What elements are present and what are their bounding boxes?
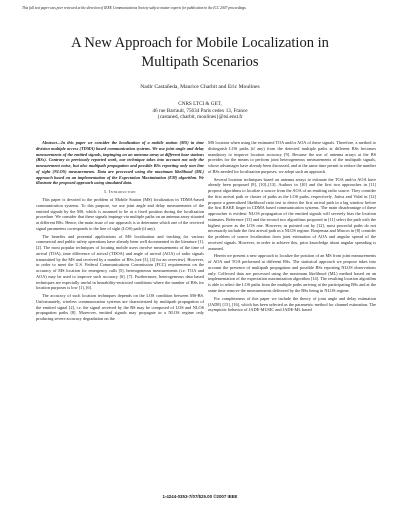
left-column bbox=[36, 140, 204, 324]
peer-review-note: This full text paper was peer reviewed at the direction of IEEE Communications Society subject matter experts for publication in the ICC 2007 proceedings. bbox=[22, 6, 247, 10]
title-line-2: Multipath Scenarios bbox=[141, 54, 259, 70]
affiliation-line-2: 46 rue Barrault, 75634 Paris cedex 13, France bbox=[152, 107, 248, 114]
paper-title bbox=[20, 34, 380, 72]
affiliation-line-1: CNRS LTCI & GET, bbox=[178, 101, 222, 107]
affiliation-line-3: {castaned, charbit, moulines}@tsi.enst.fr bbox=[157, 114, 243, 121]
abstract-lead: Abstract bbox=[42, 140, 57, 145]
right-column bbox=[208, 140, 376, 315]
title-line-1: A New Approach for Mobile Localization in bbox=[71, 35, 329, 51]
abstract-text: —In this paper we consider the localization of a mobile station (MS) in time division multiple access (TDMA) based communication systems. We use joint angle and delay measurements of the emitted signals, impinging on an antenna array at different base stations (BSs). Contrary to previously reported work, our technique takes into account not only the measurement noise, but also multipath propagation and possible BSs reporting only non line of sight (NLOS) measurements. Data are processed using the maximum likelihood (ML) approach based on an implementation of the Expectation Maximization (EM) algorithm. We illustrate the proposed approach using simulated data. bbox=[36, 140, 204, 186]
section-heading: I. Introduction bbox=[104, 189, 136, 194]
body-paragraph: Herein we present a new approach to localize the position of an MS from joint measurements of AOA and TOA performed at different BSs. The statistical approach we propose takes into account the presence of multipath propagation and possible BSs reporting NLOS observations only. Collected data are processed using the maximum likelihood (ML) method based on an implementation of the expectation maximization algorithm [14]. The resulting location algorithm is able to select the LOS paths from the multiple paths arriving at the participating BSs and at the same time remove the measurements delivered by the BSs being in NLOS regime. bbox=[208, 253, 376, 293]
abstract-paragraph bbox=[36, 140, 204, 186]
body-paragraph: MS location when using the estimated TOA and/or AOA of these signals. Therefore, a method to distinguish LOS paths (if any) from the detected multiple paths at different BSs becomes mandatory to improve location accuracy [9]. Because the use of antenna arrays at the BS provides for the means to perform joint heterogeneous measurements of the multipath signals, whose advantages have already been discussed, and at the same time permit to reduce the number of BSs needed for localization purposes, we adopt such an approach. bbox=[208, 140, 376, 174]
body-paragraph: For completeness of this paper we include the theory of joint angle and delay estimation (JADE) [15], [16], which has been selected as the parametric method for channel estimation. The asymptotic behavior of JADE-MUSIC and JADE-ML based bbox=[208, 295, 376, 313]
body-paragraph: This paper is devoted to the problem of Mobile Station (MS) localization in TDMA-based communication systems. To this purpose, we use joint angle and delay measurements of the emitted signals by the MS, which is assumed to be at a fixed position during the localization procedure. We consider that these signals impinge via multiple paths on an antenna array situated at different BSs. Hence, the main issue of our approach is to determine which one of the received signal parameters corresponds to the line of sight (LOS) path (if any). bbox=[36, 197, 204, 231]
body-paragraph: Several location techniques based on antenna arrays to estimate the TOA and/or AOA have already been proposed [8], [10]–[13]. Authors in [10] and the first two approaches in [11] propose algorithms to localize a source from the AOA of an emitting radio source. They consider the first arrival path or cluster of paths as the LOS paths, respectively. Jativa and Vidal in [12] propose a generalized likelihood ratio test to detect the first arrival path in a lag window before the first RAKE finger in CDMA based communication systems. The main disadvantage of these approaches is evident: NLOS propagation of the emitted signals will severely bias the location estimates. Reference [13] and the second two algorithms proposed in [11] select the path with the highest power as the LOS one. However, as pointed out by [12], most powerful paths do not necessarily include the first arrival path in a NLOS regime. Boujemaa and Marcos in [8] consider the problem of source localization from joint estimation of AOA and angular spread of the received signals. However, in order to achieve this, prior knowledge about angular spreading is assumed. bbox=[208, 176, 376, 251]
author-list: Nadir Castañeda, Maurice Charbit and Eric Moulines bbox=[140, 84, 260, 90]
body-paragraph: The benefits and potential applications of MS localization and tracking for various commercial and public safety operations have already been well documented in the literature [1], [2]. The most popular techniques of locating mobile users involve measurements of the time of arrival (TOA), time difference of arrival (TDOA) and angle of arrival (AOA) of radio signals transmitted by the MS and received by a number of BSs (see [3], [4] for an overview). However, in order to meet the U.S. Federal Communications Commission (FCC) requirements on the accuracy of MS location for emergency calls [5], heterogeneous measurements (i.e. TOA and AOA) may be used to improve such accuracy [6], [7]. Furthermore, heterogeneous data based techniques are especially useful in hearability-restricted conditions where the number of BSs for location purposes is low [1], [6]. bbox=[36, 233, 204, 291]
copyright-footer: 1-4244-0353-7/07/$25.00 ©2007 IEEE bbox=[162, 494, 238, 499]
affiliation bbox=[20, 101, 380, 121]
body-paragraph: The accuracy of such location techniques depends on the LOS condition between MS-BS. Unfortunately, wireless communication systems are characterized by multipath propagation of the emitted signal [2], i.e. the signal received by the BS may be composed of LOS and NLOS propagation paths [8]. Moreover, emitted signals may propagate in a NLOS regime only producing severe accuracy degradation on the bbox=[36, 293, 204, 322]
